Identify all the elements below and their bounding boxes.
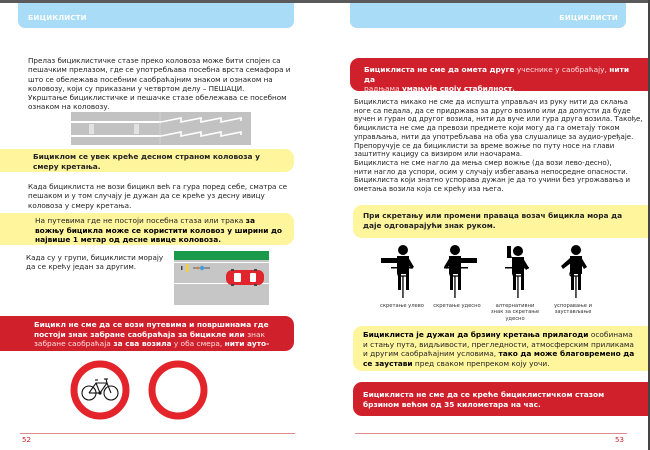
warning-text-3: нити да: [364, 65, 630, 84]
warning-text-5: умањује своју стабилност.: [401, 84, 515, 93]
cyclist-icon: [200, 266, 204, 270]
body-paragraph: [354, 98, 644, 194]
lane-line-bottom: [71, 135, 161, 137]
warning-text-2: знак забране саобраћаја: [34, 329, 265, 348]
car-icon: [226, 269, 264, 286]
no-bicycles-sign: [70, 360, 130, 420]
red-warning-box: [350, 58, 648, 91]
pushing-paragraph: Када бициклиста не вози бицикл већ га гура поред себе, сматра се пешаком и у том случају је дужан да се креће уз десну ивицу коловоза у смеру кретања.: [28, 182, 288, 210]
highlight-text-4: пред сваком препреком коју уочи.: [412, 358, 550, 368]
highlight-text-bold: за вожњу бицикла може се користити коловоз у ширини до највише 1 метар од десне ивице коловоза.: [35, 216, 283, 244]
cyclist-and-car-illustration: [174, 251, 269, 305]
body-line: заштитну кациgу са визиром или наочарама.: [354, 150, 523, 159]
footer-divider: [355, 433, 627, 434]
warning-text-1: Бициклиста не сме да омета друге: [364, 65, 515, 74]
yellow-marker: [186, 264, 189, 272]
alt-right-turn-signal-icon: [493, 244, 543, 300]
highlight-text-normal: На путевима где не постоји посебна стаза или трака: [35, 216, 246, 225]
warning-text-1: Бицикл не сме да се вози путевима и површинама где постоји знак забране саобраћаја за бицикле или: [34, 320, 269, 339]
lane-line-top: [71, 121, 161, 123]
crossing-marking-illustration: [71, 112, 251, 145]
page-header: [350, 3, 626, 28]
body-line: вучен и гуран од другог возила, нити да вуче или гура друга возила. Такође,: [354, 115, 643, 124]
warning-text: Бициклиста не сме да се креће бициклистичком стазом брзином већом од 35 километара на час.: [363, 390, 605, 409]
red-warning-box-2: [353, 382, 648, 416]
marking-text-1: [89, 124, 94, 134]
warning-text-5: нити ауто-путевима и мото-путевима.: [34, 339, 270, 358]
group-paragraph: Када су у групи, бициклисти морају да се крећу један за другим.: [26, 253, 164, 272]
highlight-text: При скретању или промени праваца возач бицикла мора да даје одговарајући знак руком.: [363, 211, 623, 230]
road-surface: [71, 112, 251, 145]
body-line: ометања возила која се крећу иза њега.: [354, 185, 504, 194]
page-number: 53: [615, 436, 624, 444]
signal-caption: скретање улево: [380, 303, 424, 309]
highlight-text-2: особинама и стању пута, видљивости, прегледности, атмосферским приликама и другим саобраћајним условима,: [363, 330, 634, 358]
yellow-highlight-box: [0, 149, 294, 172]
body-line: Бициклиста не сме нагло да мења смер вожње (да вози лево-десно),: [354, 158, 612, 167]
warning-text-2: учеснике у саобраћају,: [514, 65, 610, 74]
highlight-text: Бициклом се увек креће десном страном коловоза у смеру кретања.: [33, 152, 260, 171]
yellow-highlight-box: [353, 205, 648, 238]
intro-text-2: Укрштање бициклистичке и пешачке стазе обележава се посебном ознаком на коловозу.: [28, 93, 287, 112]
intro-text: Прелаз бициклистичке стазе преко коловоза може бити спојен са пешачким прелазом, где се употребљава посебна врста семафора и што се обележава посебним саобраћајним знаком и ознаком на коловозу, који су приказани у четвртом делу – ПЕШАЦИ.: [28, 56, 291, 93]
intro-paragraph: [28, 56, 298, 112]
footer-divider: [20, 433, 295, 434]
warning-text-4: радњама: [364, 84, 402, 93]
right-turn-signal-icon: [433, 244, 483, 300]
body-line: Бициклиста који знатно успорава дужан је да то учини без угрожавања и: [354, 176, 631, 185]
pedestrian-figure: [181, 266, 183, 270]
body-line: управљања, нити да употребљава на оба ува слушалице за аудио-уређаје.: [354, 132, 634, 141]
marking-text-2: [134, 124, 139, 134]
left-turn-signal-icon: [377, 244, 427, 300]
highlight-text-1: Бициклиста је дужан да брзину кретања прилагоди: [363, 330, 589, 339]
signal-caption: успоравање и заустављање: [553, 303, 593, 316]
page-number: 52: [22, 436, 31, 444]
section-title: БИЦИКЛИСТИ: [28, 14, 87, 22]
body-line: Бициклиста никако не сме да испушта управљач из руку нити да склања: [354, 98, 628, 106]
section-title: БИЦИКЛИСТИ: [559, 14, 618, 22]
grass-strip: [174, 251, 269, 260]
signal-caption: скретање удесно: [433, 303, 481, 309]
body-line: бициклиста не сме да превози предмете који могу да га ометају током: [354, 124, 620, 133]
page-header: [18, 3, 294, 28]
body-line: нити нагло да успори, осим у случају избегавања непосредне опасности.: [354, 167, 628, 176]
slow-stop-signal-icon: [549, 244, 599, 300]
no-vehicles-sign: [148, 360, 208, 420]
red-warning-box: [0, 316, 294, 358]
warning-text-4: у оба смера,: [171, 339, 225, 348]
highlight-text-3: тако да може благовремено да се заустави: [363, 349, 635, 368]
yellow-highlight-box-2: [0, 213, 294, 245]
page-53: [325, 0, 648, 450]
warning-text-3: за сва возила: [110, 339, 172, 348]
signal-caption: алтернативни знак за скретање удесно: [490, 303, 540, 322]
yellow-highlight-box-2: [353, 326, 648, 371]
body-line: ноге са педала, да се придржава за друго возило или да допусти да буде: [354, 106, 631, 115]
body-line: Препоручује се да бициклисти за време вожње по путу носе на глави: [354, 141, 615, 150]
